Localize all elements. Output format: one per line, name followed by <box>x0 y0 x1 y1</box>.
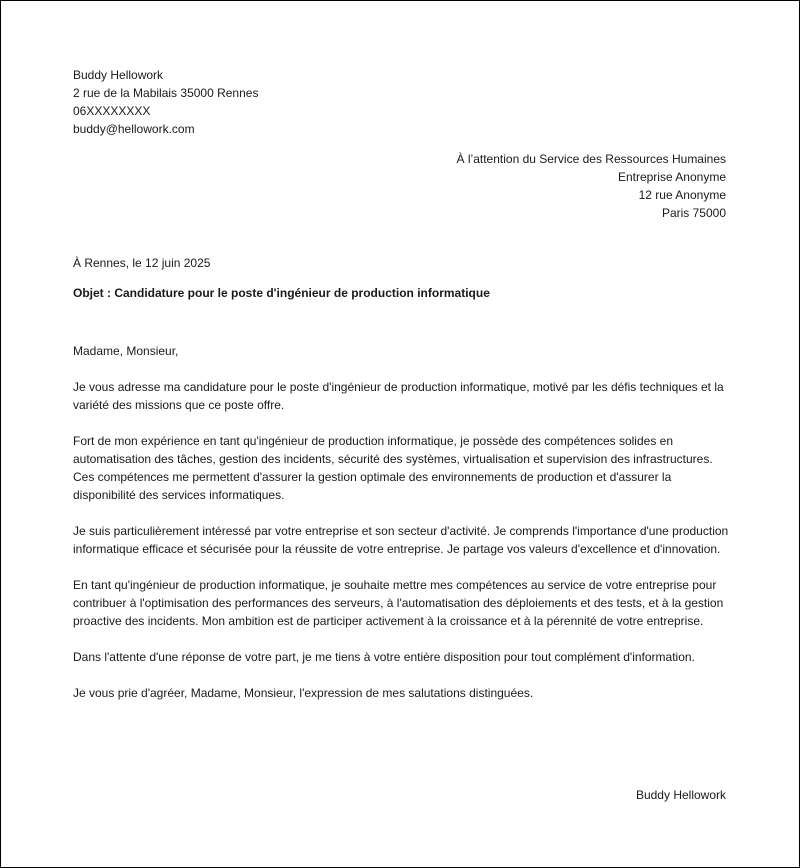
sender-block <box>73 66 473 138</box>
signature: Buddy Hellowork <box>635 788 726 802</box>
recipient-block <box>306 150 726 222</box>
letter-body <box>73 342 729 720</box>
recipient-attention: À l’attention du Service des Ressources Humaines <box>456 152 726 166</box>
body-paragraph: Je suis particulièrement intéressé par votre entreprise et son secteur d'activité. Je comprends l'importance d'une production informatique efficace et sécurisée pour la réussite de votre entreprise. Je partage vos valeurs d'excellence et d'innovation. <box>73 524 729 556</box>
sender-phone: 06XXXXXXXX <box>73 104 151 118</box>
closing-paragraph: Je vous prie d'agréer, Madame, Monsieur, l'expression de mes salutations distinguées. <box>73 686 534 700</box>
recipient-company: Entreprise Anonyme <box>617 170 726 184</box>
body-paragraph: Je vous adresse ma candidature pour le poste d'ingénieur de production informatique, motivé par les défis techniques et la variété des missions que ce poste offre. <box>73 380 724 412</box>
salutation: Madame, Monsieur, <box>73 344 179 358</box>
body-paragraph: Fort de mon expérience en tant qu'ingénieur de production informatique, je possède des compétences solides en automatisation des tâches, gestion des incidents, sécurité des systèmes, virtualisation et supervision des infrastructures. Ces compétences me permettent d'assurer la gestion optimale des environnements de production et d'assurer la disponibilité des services informatiques. <box>73 434 713 502</box>
sender-name: Buddy Hellowork <box>73 68 164 82</box>
recipient-street: 12 rue Anonyme <box>638 188 726 202</box>
subject-line: Objet : Candidature pour le poste d'ingénieur de production informatique <box>73 286 490 300</box>
recipient-city: Paris 75000 <box>661 206 726 220</box>
date-line: À Rennes, le 12 juin 2025 <box>73 256 211 270</box>
body-paragraph: Dans l'attente d'une réponse de votre part, je me tiens à votre entière disposition pour tout complément d'information. <box>73 650 695 664</box>
sender-email: buddy@hellowork.com <box>73 122 195 136</box>
sender-address: 2 rue de la Mabilais 35000 Rennes <box>73 86 259 100</box>
body-paragraph: En tant qu'ingénieur de production informatique, je souhaite mettre mes compétences au service de votre entreprise pour contribuer à l'optimisation des performances des serveurs, à l'automatisation des déploiements et des tests, et à la gestion proactive des incidents. Mon ambition est de participer activement à la croissance et à la pérennité de votre entreprise. <box>73 578 724 628</box>
